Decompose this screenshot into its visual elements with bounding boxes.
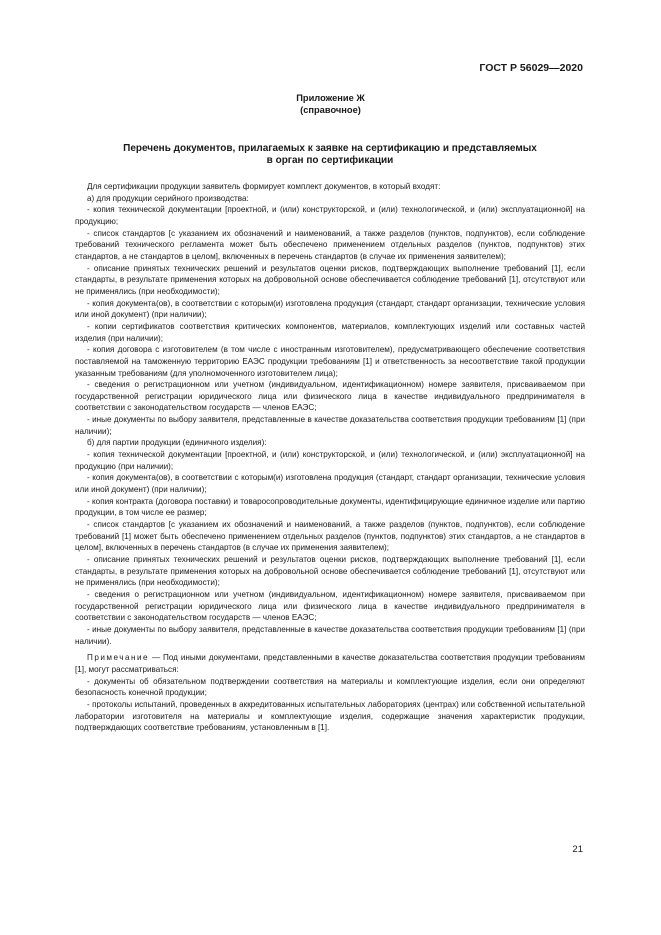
section-a-item: - копия технической документации [проектной, и (или) конструкторской, и (или) технологической, и (или) эксплуатационной] на продукцию; [75, 205, 585, 226]
page-number: 21 [572, 844, 583, 855]
section-a-item: - иные документы по выбору заявителя, представленные в качестве доказательства соответствия продукции требованиям [1] (при наличии); [75, 415, 585, 436]
document-body [75, 181, 585, 734]
standard-code: ГОСТ Р 56029—2020 [479, 62, 583, 74]
list-title-line-2: в орган по сертификации [266, 155, 394, 166]
section-b-item: - копия технической документации [проектной, и (или) конструкторской, и (или) технологической, и (или) эксплуатационной] на продукцию (при наличии); [75, 450, 585, 471]
section-a-item: - сведения о регистрационном или учетном (индивидуальном, идентификационном) номере заявителя, присваиваемом при государственной регистрации юридического лица или физического лица в качестве индивидуального предпринимателя в соответствии с законодательством государств — членов ЕАЭС; [75, 380, 585, 413]
section-b-item: - иные документы по выбору заявителя, представленные в качестве доказательства соответствия продукции требованиям [1] (при наличии). [75, 624, 585, 646]
section-b-item: - копия документа(ов), в соответствии с которым(и) изготовлена продукция (стандарт, стандарт организации, технические условия или иной документ) (при наличии); [75, 473, 585, 495]
annex-subtitle: (справочное) [300, 104, 361, 115]
note-item: - протоколы испытаний, проведенных в аккредитованных испытательных лабораториях (центрах) или собственной испытательной лаборатории изготовителя на материалы и комплектующие изделия, содержащие значения характеристик продукции, подтверждающих соответствие требованиям, установленным в [1]. [75, 699, 585, 733]
section-b-item: - список стандартов [с указанием их обозначений и наименований, а также разделов (пунктов, подпунктов), если соблюдение требований [1] может быть обеспечено применением отдельных разделов (пунктов, подпунктов) этих стандартов, а не стандартов в целом], включенных в перечень стандартов (в случае их применения заявителем); [75, 520, 585, 553]
section-a-heading: а) для продукции серийного производства: [87, 193, 249, 203]
note-item: - документы об обязательном подтверждении соответствия на материалы и комплектующие изделия, если они определяют безопасность конечной продукции; [75, 676, 585, 698]
section-b-item: - копия контракта (договора поставки) и товаросопроводительные документы, идентифицирующие единичное изделие или партию продукции, в том числе ее размер; [75, 496, 585, 518]
section-a-item: - список стандартов [с указанием их обозначений и наименований, а также разделов (пунктов, подпунктов), если соблюдение требований технического регламента может быть обеспечено применением отдельных разделов (пунктов, подпунктов) этих стандартов, а не стандартов в целом], включенных в перечень стандартов (в случае их применения заявителем); [75, 228, 585, 261]
note-label: Примечание [87, 653, 150, 663]
annex-heading [0, 93, 661, 116]
list-title-line-1: Перечень документов, прилагаемых к заявке на сертификацию и представляемых [123, 143, 537, 154]
document-list-title [75, 143, 585, 167]
note-paragraph [75, 652, 585, 675]
section-b-heading: б) для партии продукции (единичного изделия): [87, 438, 267, 448]
section-a-item: - описание принятых технических решений и результатов оценки рисков, подтверждающих выполнение требований [1], если стандарты, в результате применения которых на добровольной основе обеспечивается соблюдение требований [1], отсутствуют или не применялись (при необходимости); [75, 263, 585, 296]
section-a-item: - копии сертификатов соответствия критических компонентов, материалов, комплектующих изделий или составных частей изделия (при наличии); [75, 321, 585, 343]
section-b-item: - описание принятых технических решений и результатов оценки рисков, подтверждающих выполнение требований [1], если стандарты, в результате применения которых на добровольной основе обеспечивается соблюдение требований [1], отсутствуют или не применялись (при необходимости); [75, 555, 585, 588]
intro-paragraph: Для сертификации продукции заявитель формирует комплект документов, в который входят: [87, 182, 441, 191]
section-a-item: - копия документа(ов), в соответствии с которым(и) изготовлена продукция (стандарт, стандарт организации, технические условия или иной документ) (при наличии); [75, 298, 585, 320]
section-a-item: - копия договора с изготовителем (в том числе с иностранным изготовителем), предусматривающего обеспечение соответствия поставляемой на таможенную территорию ЕАЭС продукции требованиям [1] и ответственность за несоответствие такой продукции указанным требованиям (для уполномоченного изготовителем лица); [75, 345, 585, 378]
note-text: — Под иными документами, представленными в качестве доказательства соответствия продукции требованиям [1], могут рассматриваться: [75, 653, 585, 674]
section-b-item: - сведения о регистрационном или учетном (индивидуальном, идентификационном) номере заявителя, присваиваемом при государственной регистрации юридического лица или физического лица в качестве индивидуального предпринимателя в соответствии с законодательством государств — членов ЕАЭС; [75, 589, 585, 623]
annex-title: Приложение Ж [296, 93, 365, 103]
